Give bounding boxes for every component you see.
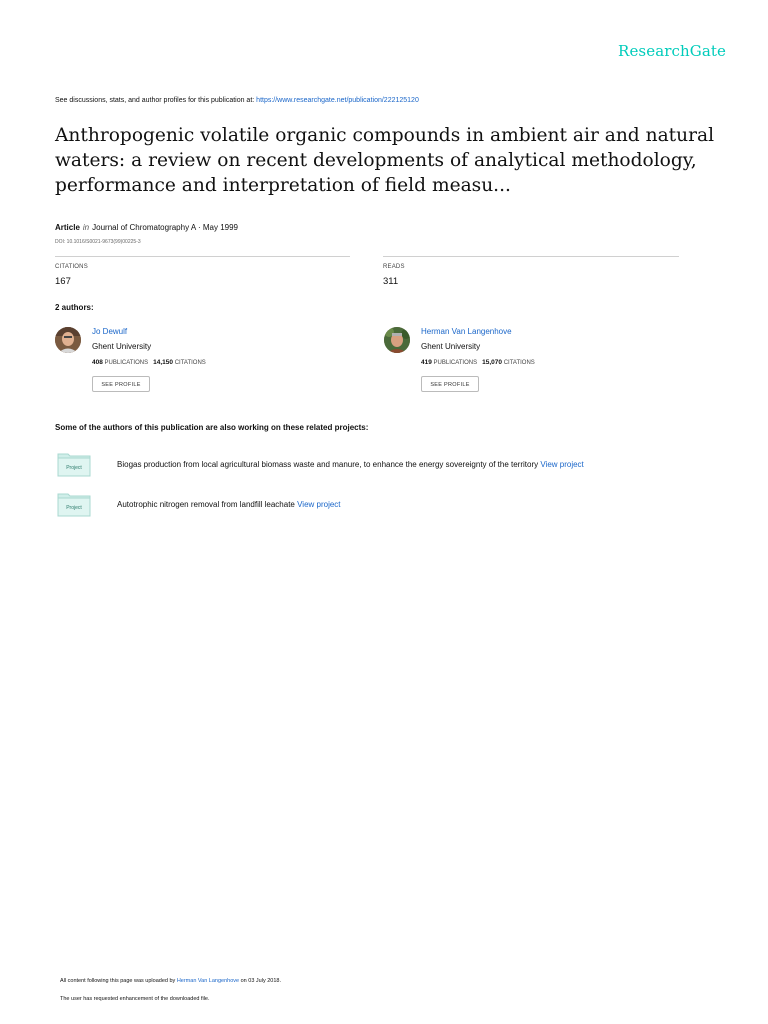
citations-divider xyxy=(55,256,350,257)
reads-divider xyxy=(383,256,679,257)
author-name-link[interactable]: Jo Dewulf xyxy=(92,327,128,336)
publication-meta xyxy=(55,223,238,232)
citations-label: CITATIONS xyxy=(503,360,535,366)
view-project-link[interactable]: View project xyxy=(297,500,341,509)
doi: DOI: 10.1016/S0021-9673(99)00225-3 xyxy=(55,239,141,245)
see-profile-button[interactable]: SEE PROFILE xyxy=(421,376,479,392)
enhancement-note: The user has requested enhancement of the downloaded file. xyxy=(60,996,210,1002)
author-institution: Ghent University xyxy=(421,342,481,351)
project-badge: Project xyxy=(66,505,82,511)
reads-label: READS xyxy=(383,264,405,270)
publication-type: Article xyxy=(55,223,80,232)
avatar[interactable] xyxy=(55,327,81,353)
publications-count: 408 xyxy=(92,359,103,366)
publications-label: PUBLICATIONS xyxy=(433,360,478,366)
folder-icon xyxy=(57,451,91,477)
journal-date: Journal of Chromatography A · May 1999 xyxy=(92,223,238,232)
publication-title: Anthropogenic volatile organic compounds in ambient air and natural waters: a review on recent developments of analytical methodology, performance and interpretation of field measu... xyxy=(55,125,715,196)
related-projects-heading: Some of the authors of this publication are also working on these related projects: xyxy=(55,423,369,432)
discussion-line xyxy=(55,97,419,104)
project-item xyxy=(117,460,584,469)
author-stats xyxy=(421,359,535,366)
author-name-link[interactable]: Herman Van Langenhove xyxy=(421,327,512,336)
project-title: Autotrophic nitrogen removal from landfill leachate xyxy=(117,500,298,509)
authors-heading: 2 authors: xyxy=(55,303,94,312)
project-folder-icon[interactable] xyxy=(57,451,91,477)
publications-count: 419 xyxy=(421,359,432,366)
project-folder-icon[interactable] xyxy=(57,491,91,517)
upload-suffix: on 03 July 2018. xyxy=(239,978,281,984)
uploader-link[interactable]: Herman Van Langenhove xyxy=(176,978,240,984)
view-project-link[interactable]: View project xyxy=(540,460,584,469)
citations-label: CITATIONS xyxy=(174,360,206,366)
project-title: Biogas production from local agricultural biomass waste and manure, to enhance the energy sovereignty of the territory xyxy=(117,460,541,469)
see-profile-button[interactable]: SEE PROFILE xyxy=(92,376,150,392)
author-photo-icon xyxy=(55,327,81,353)
citations-value: 167 xyxy=(55,276,71,287)
citations-count: 14,150 xyxy=(153,359,174,366)
folder-icon xyxy=(57,491,91,517)
publication-url-link[interactable]: https://www.researchgate.net/publication/222125120 xyxy=(256,97,419,104)
project-badge: Project xyxy=(66,465,82,471)
discussion-prefix: See discussions, stats, and author profiles for this publication at: xyxy=(55,97,257,104)
publications-label: PUBLICATIONS xyxy=(104,360,149,366)
avatar[interactable] xyxy=(384,327,410,353)
author-photo-icon xyxy=(384,327,410,353)
researchgate-logo[interactable]: ResearchGate xyxy=(618,42,726,60)
upload-prefix: All content following this page was uploaded by xyxy=(60,978,177,984)
reads-value: 311 xyxy=(383,276,399,287)
citations-count: 15,070 xyxy=(482,359,503,366)
author-institution: Ghent University xyxy=(92,342,152,351)
in-label: in xyxy=(82,223,90,232)
citations-label: CITATIONS xyxy=(55,264,88,270)
project-item xyxy=(117,500,341,509)
author-stats xyxy=(92,359,206,366)
upload-note xyxy=(60,978,281,984)
